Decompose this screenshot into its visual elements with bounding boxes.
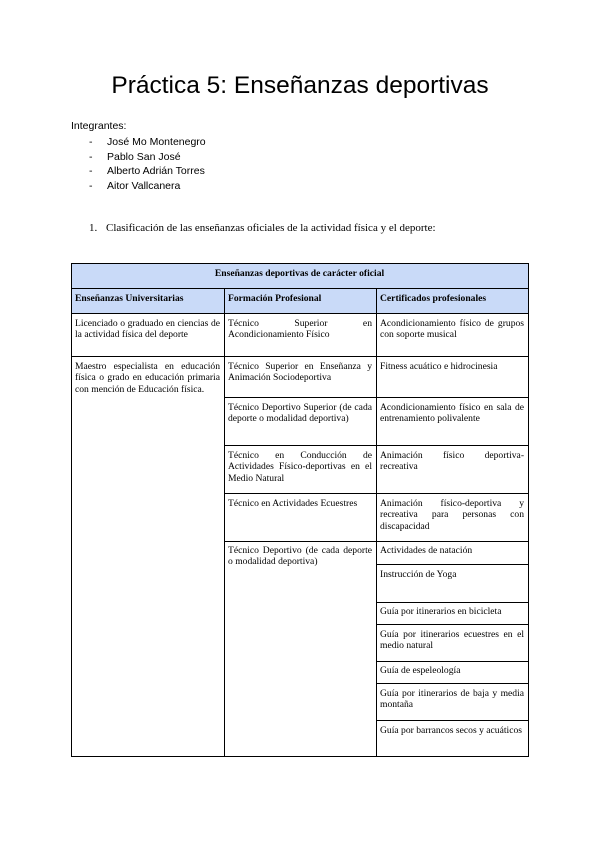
integrantes-label: Integrantes: [71,120,127,132]
list-dash: - [89,179,93,192]
table-cell: Actividades de natación [377,542,529,565]
list-dash: - [89,150,93,163]
table-cell: Técnico en Conducción de Actividades Físico-deportivas en el Medio Natural [225,446,377,494]
question-text: Clasificación de las enseñanzas oficiales de la actividad física y el deporte: [106,222,436,234]
list-dash: - [89,136,93,148]
table-row [72,314,529,357]
table-cell: Técnico Superior en Enseñanza y Animación Sociodeportiva [225,357,377,398]
table-cell: Guía de espeleología [377,662,529,684]
list-item [89,179,206,194]
table-cell: Fitness acuático e hidrocinesia [377,357,529,398]
members-list [89,135,206,193]
table-cell: Licenciado o graduado en ciencias de la actividad física del deporte [72,314,225,357]
table-cell: Guía por itinerarios en bicicleta [377,603,529,625]
column-header: Certificados profesionales [377,289,529,314]
table-cell: Guía por barrancos secos y acuáticos [377,721,529,757]
table-title: Enseñanzas deportivas de carácter oficial [72,264,529,289]
table-cell: Animación físico deportiva-recreativa [377,446,529,494]
list-item [89,150,206,165]
table-cell: Instrucción de Yoga [377,565,529,603]
list-item [89,164,206,179]
member-name: Alberto Adrián Torres [107,165,205,178]
table-cell: Guía por itinerarios ecuestres en el medio natural [377,625,529,662]
member-name: Aitor Vallcanera [107,179,181,192]
classification-table [71,263,529,757]
question-item [89,222,436,234]
question-number: 1. [89,222,98,234]
list-dash: - [89,165,93,178]
table-cell: Acondicionamiento físico de grupos con soporte musical [377,314,529,357]
member-name: Pablo San José [107,150,181,163]
column-header: Enseñanzas Universitarias [72,289,225,314]
table-cell: Técnico en Actividades Ecuestres [225,494,377,542]
table-cell: Animación físico-deportiva y recreativa para personas con discapacidad [377,494,529,542]
column-header: Formación Profesional [225,289,377,314]
list-item [89,135,206,150]
table-cell: Técnico Superior en Acondicionamiento Físico [225,314,377,357]
table-cell: Guía por itinerarios de baja y media montaña [377,684,529,721]
table-cell: Acondicionamiento físico en sala de entrenamiento polivalente [377,398,529,446]
table-row [72,357,529,398]
table-cell: Técnico Deportivo (de cada deporte o modalidad deportiva) [225,542,377,757]
member-name: José Mo Montenegro [107,136,206,148]
page-title: Práctica 5: Enseñanzas deportivas [111,72,489,99]
table-cell: Técnico Deportivo Superior (de cada deporte o modalidad deportiva) [225,398,377,446]
table-cell: Maestro especialista en educación física o grado en educación primaria con mención de Educación física. [72,357,225,757]
